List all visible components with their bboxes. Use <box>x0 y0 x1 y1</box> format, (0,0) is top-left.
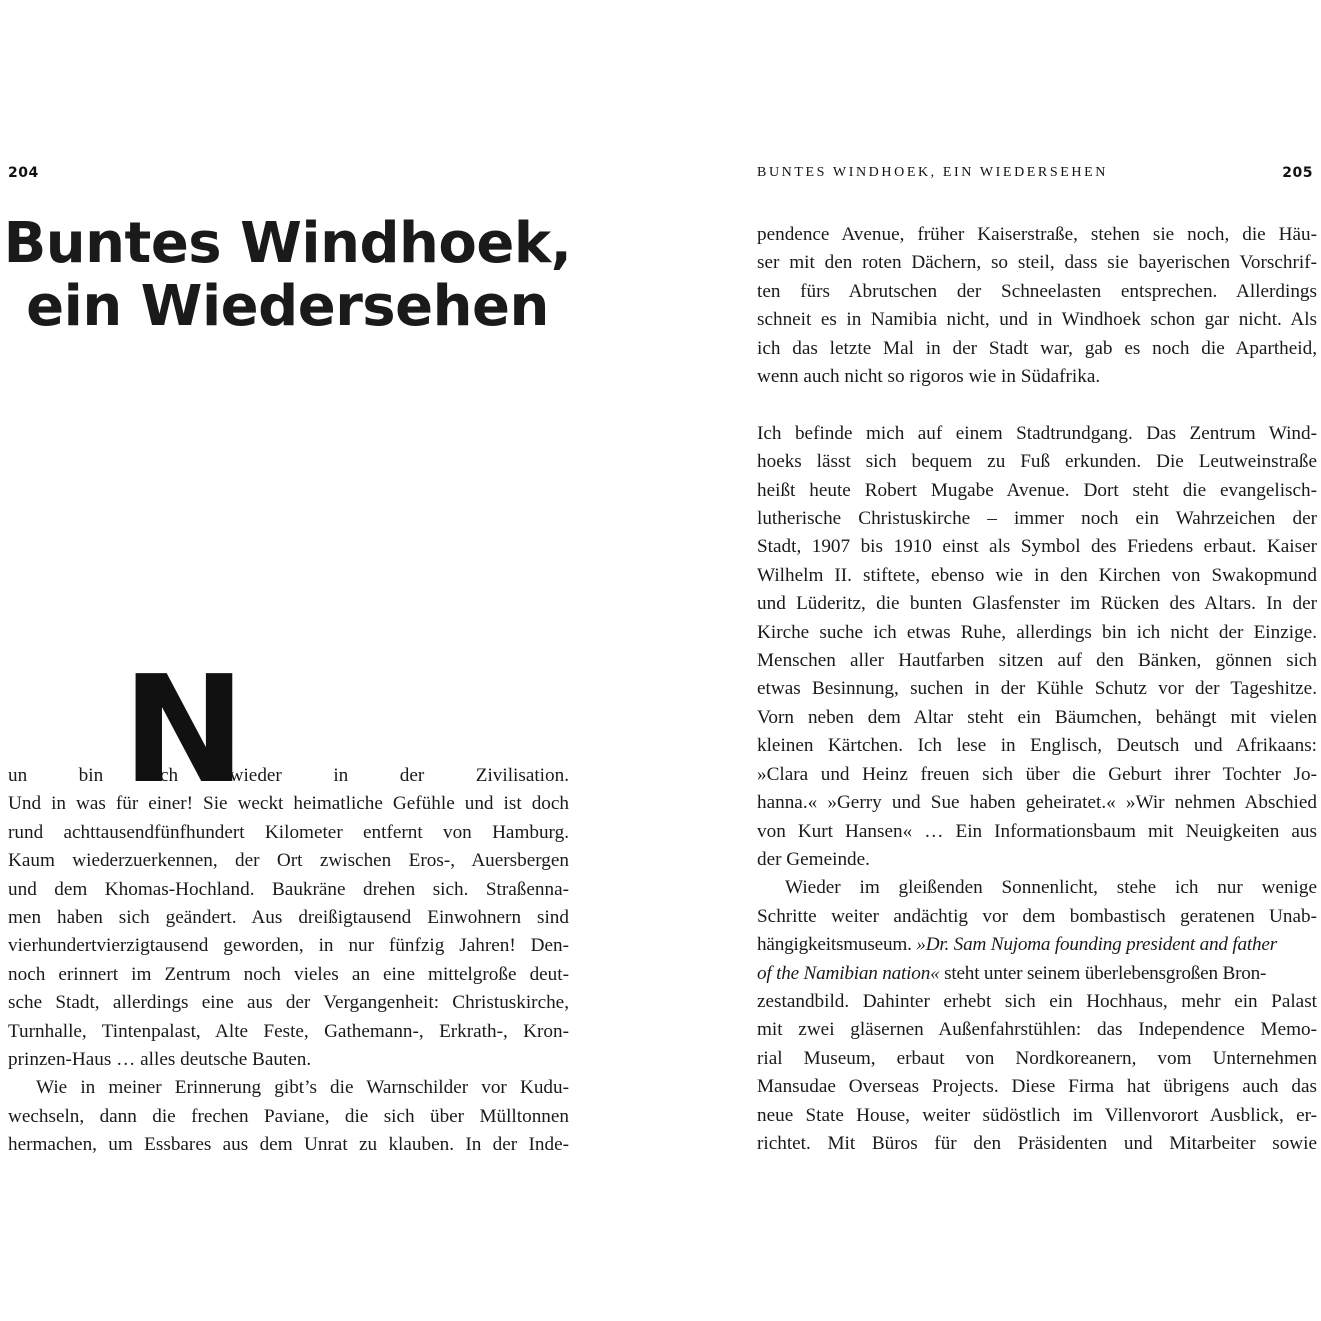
chapter-title-line-1: Buntes Windhoek, <box>3 211 572 276</box>
text-line: Mansudae Overseas Projects. Diese Firma hat übrigens auch das <box>757 1076 1317 1098</box>
text-line: Und in was für einer! Sie weckt heimatliche Gefühle und ist doch <box>8 793 569 815</box>
text-line: hoeks lässt sich bequem zu Fuß erkunden. Die Leutweinstraße <box>757 451 1317 473</box>
text-line: zestandbild. Dahinter erhebt sich ein Hochhaus, mehr ein Palast <box>757 990 1317 1012</box>
text-line: Ich befinde mich auf einem Stadtrundgang. Das Zentrum Wind- <box>757 422 1317 444</box>
text-line: Kirche suche ich etwas Ruhe, allerdings bin ich nicht der Einzige. <box>757 621 1317 643</box>
text-line: heißt heute Robert Mugabe Avenue. Dort steht die evangelisch- <box>757 479 1317 501</box>
text-line: und Lüderitz, die bunten Glasfenster im Rücken des Altars. In der <box>757 593 1317 615</box>
text-line: schneit es in Namibia nicht, und in Windhoek schon gar nicht. Als <box>757 309 1317 331</box>
text-line: Wie in meiner Erinnerung gibt’s die Warnschilder vor Kudu- <box>36 1077 569 1099</box>
text-line: ser mit den roten Dächern, so steil, dass sie bayerischen Vorschrif- <box>757 252 1317 274</box>
text-line <box>757 931 1317 959</box>
text-line: wenn auch nicht so rigoros wie in Südafrika. <box>757 366 1101 388</box>
page-number-right: 205 <box>1282 165 1313 181</box>
text-line: men haben sich geändert. Aus dreißigtausend Einwohnern sind <box>8 907 569 929</box>
text-line: prinzen-Haus … alles deutsche Bauten. <box>8 1049 312 1071</box>
left-body-text <box>8 644 569 1160</box>
text-line: wechseln, dann die frechen Paviane, die sich über Mülltonnen <box>8 1105 569 1127</box>
text-line: kleinen Kärtchen. Ich lese in Englisch, Deutsch und Afrikaans: <box>757 735 1317 757</box>
text-line: Kaum wiederzuerkennen, der Ort zwischen Eros-, Auersbergen <box>8 850 569 872</box>
text-line: mit zwei gläsernen Außenfahrstühlen: das Independence Memo- <box>757 1019 1317 1041</box>
text-line: Menschen aller Hautfarben sitzen auf den Bänken, gönnen sich <box>757 650 1317 672</box>
right-body-text <box>757 221 1317 1158</box>
page-number-left: 204 <box>8 165 39 181</box>
left-page <box>0 0 660 1321</box>
text-line: von Kurt Hansen« … Ein Informationsbaum mit Neuigkeiten aus <box>757 820 1317 842</box>
text-line <box>757 960 1317 988</box>
drop-cap: N <box>122 644 242 816</box>
text-line: rund achttausendfünfhundert Kilometer entfernt von Hamburg. <box>8 821 569 843</box>
text-line: rial Museum, erbaut von Nordkoreanern, vom Unternehmen <box>757 1047 1317 1069</box>
text-line: »Clara und Heinz freuen sich über die Geburt ihrer Tochter Jo- <box>757 763 1317 785</box>
text-line: Wieder im gleißenden Sonnenlicht, stehe ich nur wenige <box>785 877 1317 899</box>
text-line: vierhundertvierzigtausend geworden, in nur fünfzig Jahren! Den- <box>8 935 569 957</box>
text-line: Turnhalle, Tintenpalast, Alte Feste, Gathemann-, Erkrath-, Kron- <box>8 1020 569 1042</box>
text-line: ich das letzte Mal in der Stadt war, gab es noch die Apartheid, <box>757 337 1317 359</box>
text-line: und dem Khomas-Hochland. Baukräne drehen sich. Straßenna- <box>8 878 569 900</box>
text-line: noch erinnert im Zentrum noch vieles an eine mittelgroße deut- <box>8 963 569 985</box>
text-line: Stadt, 1907 bis 1910 einst als Symbol des Friedens erbaut. Kaiser <box>757 536 1317 558</box>
text-segment: steht unter seinem überlebensgroßen Bron- <box>944 962 1267 984</box>
text-line: Wilhelm II. stiftete, ebenso wie in den Kirchen von Swakopmund <box>757 564 1317 586</box>
text-line: hermachen, um Essbares aus dem Unrat zu klauben. In der Inde- <box>8 1134 569 1156</box>
text-segment: hängigkeitsmuseum. <box>757 934 912 956</box>
text-line: Vorn neben dem Altar steht ein Bäumchen, behängt mit vielen <box>757 706 1317 728</box>
text-line: richtet. Mit Büros für den Präsidenten und Mitarbeiter sowie <box>757 1132 1317 1154</box>
text-line: lutherische Christuskirche – immer noch ein Wahrzeichen der <box>757 508 1317 530</box>
quote-italic: of the Namibian nation« <box>757 962 940 984</box>
chapter-title-line-2: ein Wiedersehen <box>26 274 549 339</box>
text-line: hanna.« »Gerry und Sue haben geheiratet.« »Wir nehmen Abschied <box>757 792 1317 814</box>
text-line: Schritte weiter andächtig vor dem bombastisch geratenen Unab- <box>757 905 1317 927</box>
text-line: ten fürs Abrutschen der Schneelasten entsprechen. Allerdings <box>757 280 1317 302</box>
text-line: pendence Avenue, früher Kaiserstraße, stehen sie noch, die Häu- <box>757 224 1317 245</box>
quote-italic: »Dr. Sam Nujoma founding president and father <box>916 934 1278 956</box>
right-page <box>660 0 1321 1321</box>
chapter-title <box>0 212 575 338</box>
text-line: sche Stadt, allerdings eine aus der Vergangenheit: Christuskirche, <box>8 992 569 1014</box>
text-line: etwas Besinnung, suchen in der Kühle Schutz vor der Tageshitze. <box>757 678 1317 700</box>
text-line: der Gemeinde. <box>757 848 870 870</box>
text-line: neue State House, weiter südöstlich im Villenvorort Ausblick, er- <box>757 1104 1317 1126</box>
text-line-content: un bin ich wieder in der Zivilisation. <box>8 765 569 786</box>
running-head: BUNTES WINDHOEK, EIN WIEDERSEHEN <box>757 165 1108 180</box>
